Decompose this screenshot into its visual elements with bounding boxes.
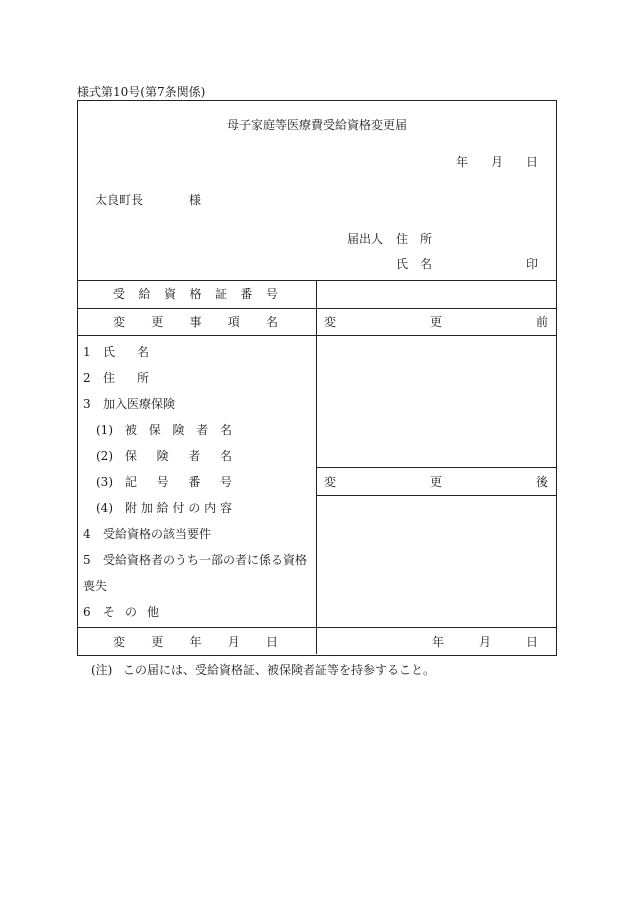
change-item-label: 変 更 事 項 名 [113, 315, 278, 329]
list-item-num: 4 [83, 527, 91, 541]
seal-label: 印 [526, 257, 539, 271]
list-item-num: (2) [96, 449, 113, 463]
list-item: 氏 名 [103, 345, 149, 359]
list-item-num: (4) [96, 501, 113, 515]
list-item-num: 5 [83, 553, 91, 567]
list-item-num: 2 [83, 371, 91, 385]
change-date-label: 変 更 年 月 日 [113, 635, 278, 649]
list-item: 記 号 番 号 [125, 475, 232, 489]
list-item: 受給資格の該当要件 [103, 527, 212, 541]
column-divider [316, 280, 317, 654]
list-item: 加入医療保険 [103, 397, 176, 411]
before-change-label: 変 更 前 [324, 315, 548, 329]
row-divider [316, 467, 557, 468]
list-item: 喪失 [83, 579, 108, 593]
row-divider [316, 495, 557, 496]
date-year-label: 年 [456, 155, 469, 169]
form-frame [77, 100, 557, 656]
addressee-honorific: 様 [189, 193, 202, 207]
list-item: 受給資格者のうち一部の者に係る資格 [103, 553, 308, 567]
list-item: 被 保 険 者 名 [125, 423, 232, 437]
change-date-month: 月 [479, 635, 492, 649]
list-item-num: 1 [83, 345, 91, 359]
list-item: 住 所 [103, 371, 149, 385]
list-item: そ の 他 [103, 605, 159, 619]
row-divider [77, 308, 557, 309]
date-day-label: 日 [526, 155, 539, 169]
applicant-name-label: 氏 名 [396, 257, 433, 271]
list-item-num: 3 [83, 397, 91, 411]
date-month-label: 月 [491, 155, 504, 169]
applicant-label: 届出人 [347, 232, 384, 246]
list-item-num: (1) [96, 423, 113, 437]
list-item-num: 6 [83, 605, 91, 619]
change-date-year: 年 [432, 635, 445, 649]
row-divider [77, 335, 557, 336]
list-item-num: (3) [96, 475, 113, 489]
note-label: (注) [91, 663, 113, 677]
change-date-day: 日 [526, 635, 539, 649]
form-number: 様式第10号(第7条関係) [77, 85, 206, 99]
applicant-address-label: 住 所 [396, 232, 433, 246]
row-divider [77, 280, 557, 281]
list-item: 附 加 給 付 の 内 容 [125, 501, 232, 515]
list-item: 保 険 者 名 [125, 449, 232, 463]
form-title: 母子家庭等医療費受給資格変更届 [226, 118, 407, 132]
row-divider [77, 627, 557, 628]
note-text: この届には、受給資格証、被保険者証等を持参すること。 [123, 663, 436, 677]
addressee-name: 太良町長 [95, 193, 144, 207]
cert-number-label: 受 給 資 格 証 番 号 [113, 287, 278, 301]
after-change-label: 変 更 後 [324, 475, 548, 489]
